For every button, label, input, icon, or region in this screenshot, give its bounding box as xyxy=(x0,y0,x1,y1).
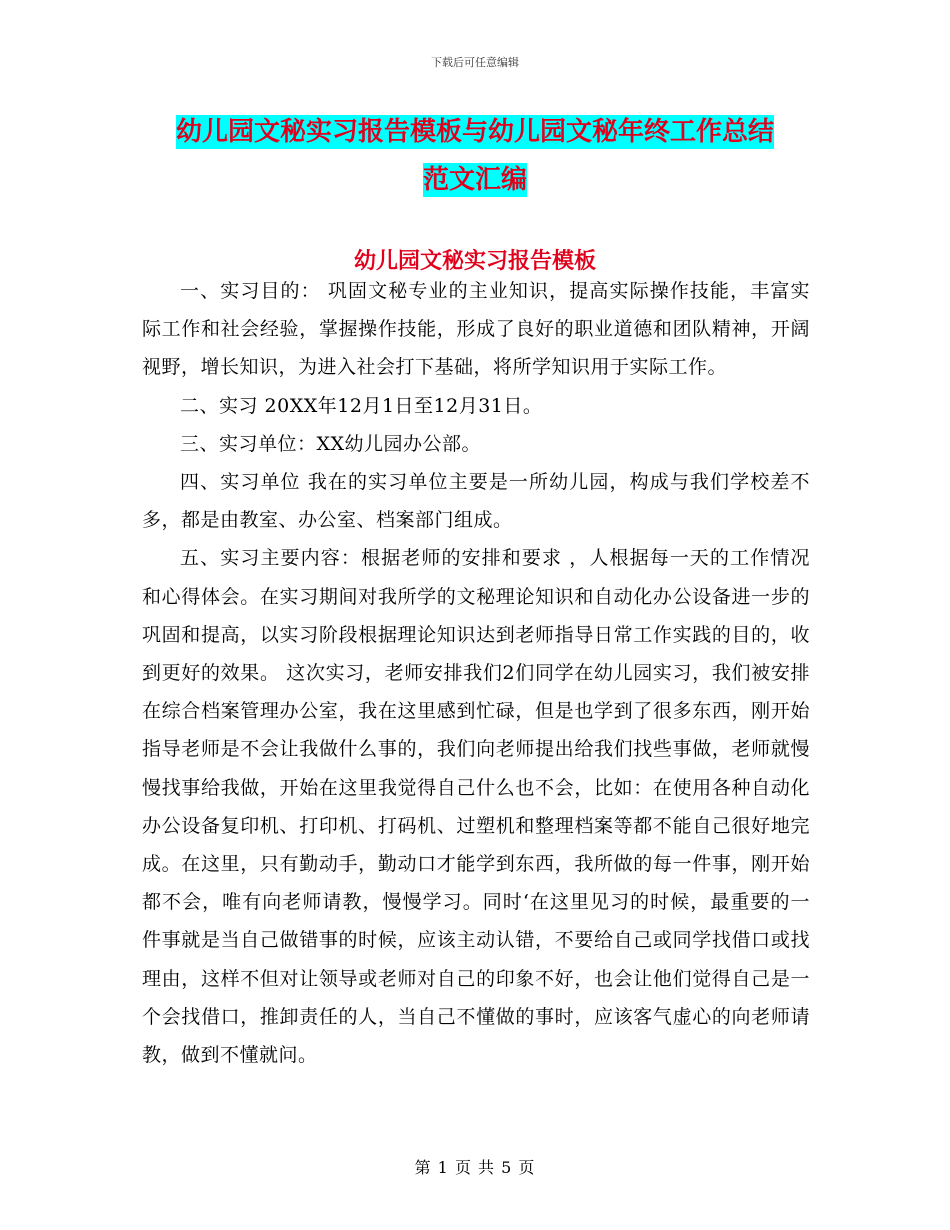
document-title-line2: 范文汇编 xyxy=(422,165,527,195)
paragraph-main-content: 五、实习主要内容：根据老师的安排和要求 ，人根据每一天的工作情况和心得体会。在实习期间对我所学的文秘理论知识和自动化办公设备进一步的巩固和提高，以实习阶段根据理论知识达到老师指导日常工作实践的目的，收到更好的效果。 这次实习，老师安排我们2们同学在幼儿园实习，我们被安排在综合档案管理办公室，我在这里感到忙碌，但是也学到了很多东西，刚开始指导老师是不会让我做什么事的，我们向老师提出给我们找些事做，老师就慢慢找事给我做，开始在这里我觉得自己什么也不会，比如：在使用各种自动化办公设备复印机、打印机、打码机、过塑机和整理档案等都不能自己很好地完成。在这里，只有勤动手，勤动口才能学到东西，我所做的每一件事，刚开始都不会，唯有向老师请教，慢慢学习。同时‘在这里见习的时候，最重要的一件事就是当自己做错事的时候，应该主动认错，不要给自己或同学找借口或找理由，这样不但对让领导或老师对自己的印象不好，也会让他们觉得自己是一个会找借口，推卸责任的人，当自己不懂做的事时，应该客气虚心的向老师请教，做到不懂就问。 xyxy=(142,547,810,1067)
page-number-footer: 第 1 页 共 5 页 xyxy=(414,1158,536,1177)
document-title xyxy=(120,108,830,204)
paragraph-unit-description: 四、实习单位 我在的实习单位主要是一所幼儿园，构成与我们学校差不多，都是由教室、办公室、档案部门组成。 xyxy=(142,471,810,532)
header-note: 下载后可任意编辑 xyxy=(431,56,519,69)
paragraph-period: 二、实习 20XX年12月1日至12月31日。 xyxy=(180,394,543,417)
section-title: 幼儿园文秘实习报告模板 xyxy=(353,249,596,274)
document-title-line1: 幼儿园文秘实习报告模板与幼儿园文秘年终工作总结 xyxy=(175,117,774,147)
paragraph-unit: 三、实习单位：XX幼儿园办公部。 xyxy=(180,432,482,455)
document-body xyxy=(142,272,810,1074)
paragraph-purpose: 一、实习目的： 巩固文秘专业的主业知识，提高实际操作技能，丰富实际工作和社会经验，掌握操作技能，形成了良好的职业道德和团队精神，开阔视野，增长知识，为进入社会打下基础，将所学知识用于实际工作。 xyxy=(142,280,810,379)
